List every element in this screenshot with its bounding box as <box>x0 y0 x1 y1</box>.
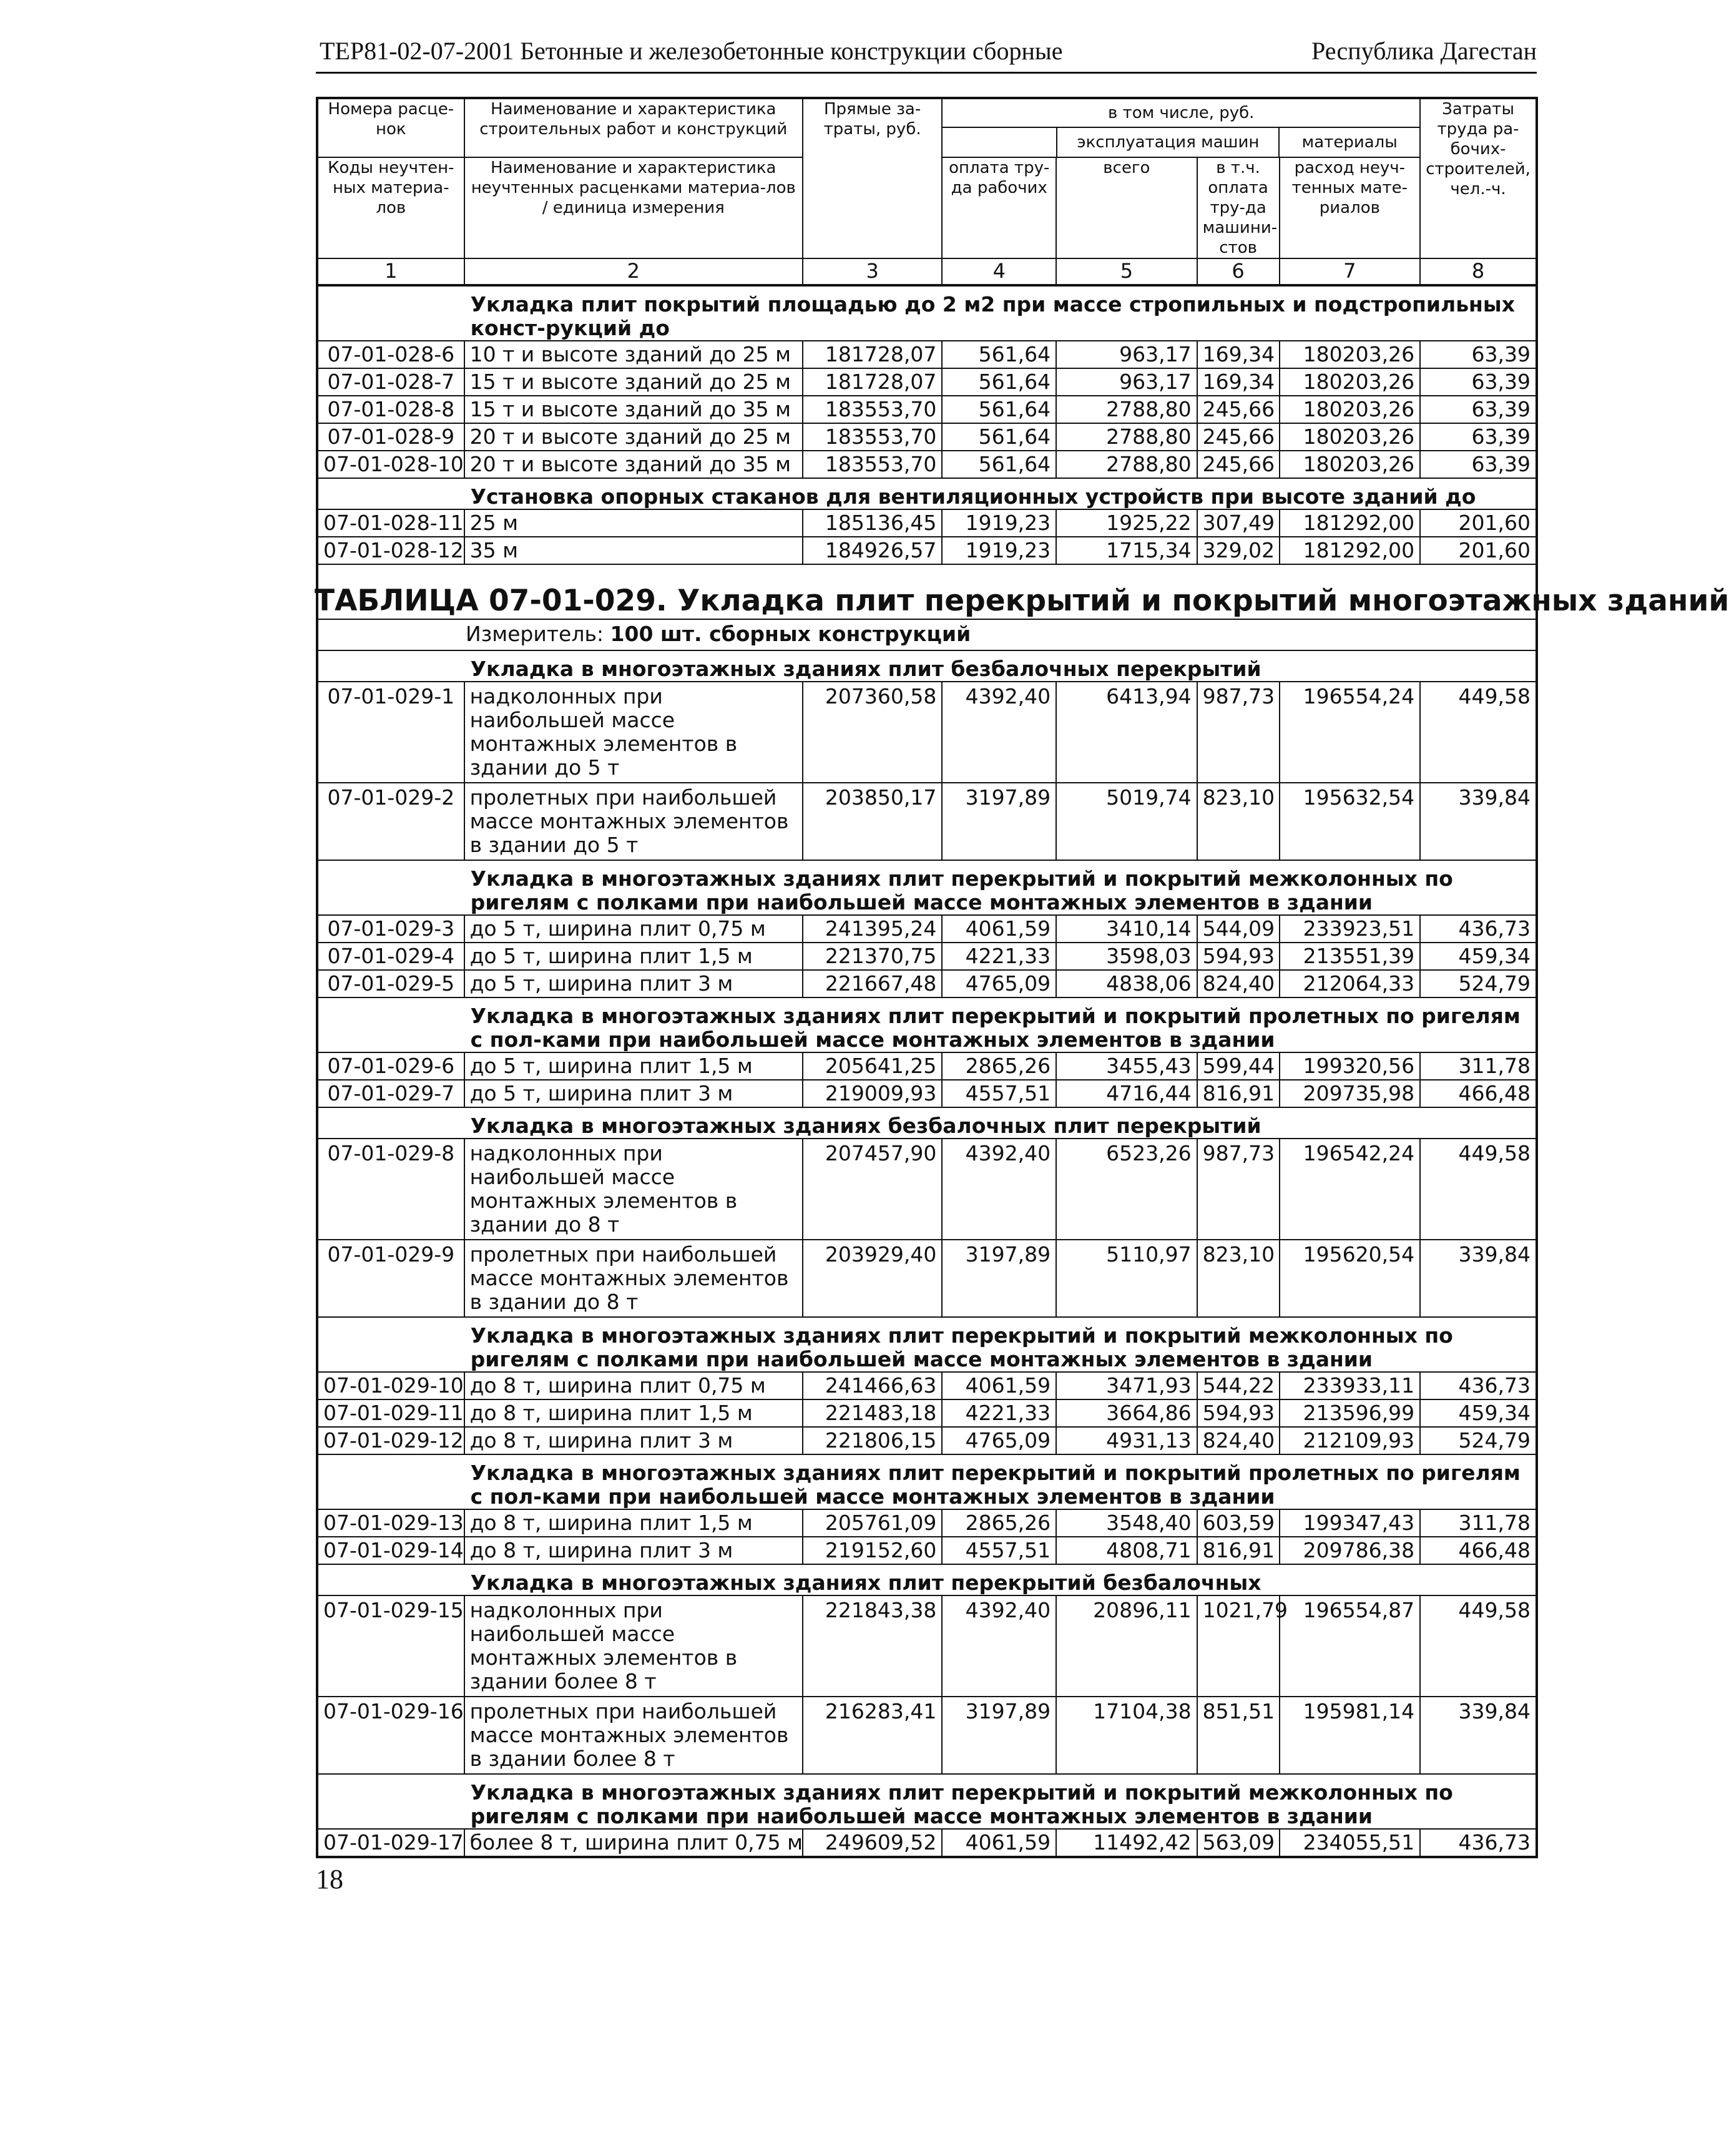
labor-pay: 2865,26 <box>942 1509 1056 1537</box>
machines-labor: 169,34 <box>1197 341 1280 368</box>
machines-labor: 599,44 <box>1197 1052 1280 1080</box>
labor-pay: 561,64 <box>942 451 1056 478</box>
machines-labor: 329,02 <box>1197 537 1280 564</box>
machines-total: 1715,34 <box>1056 537 1197 564</box>
work-description: 15 т и высоте зданий до 25 м <box>464 368 803 396</box>
machines-total: 2788,80 <box>1056 396 1197 423</box>
machines-total: 2788,80 <box>1056 423 1197 451</box>
header-labor-pay: оплата тру-да рабочих <box>942 157 1056 258</box>
table-title-cell <box>315 564 1729 619</box>
machines-total: 3664,86 <box>1056 1399 1197 1427</box>
labor-hours: 339,84 <box>1420 1240 1537 1317</box>
section-spacer <box>317 1564 464 1595</box>
direct-costs: 181728,07 <box>803 368 942 396</box>
machines-labor: 544,09 <box>1197 915 1280 943</box>
rate-code: 07-01-029-10 <box>317 1372 464 1399</box>
materials: 180203,26 <box>1280 368 1421 396</box>
labor-hours: 466,48 <box>1420 1080 1537 1107</box>
page-number: 18 <box>316 1864 343 1894</box>
direct-costs: 183553,70 <box>803 396 942 423</box>
direct-costs: 203929,40 <box>803 1240 942 1317</box>
section-spacer <box>317 1774 464 1829</box>
section-row <box>317 1317 1537 1372</box>
table-row <box>317 1829 1537 1857</box>
machines-labor: 823,10 <box>1197 1240 1280 1317</box>
section-spacer <box>317 478 464 509</box>
rate-code: 07-01-028-7 <box>317 368 464 396</box>
direct-costs: 221843,38 <box>803 1595 942 1697</box>
col-number: 4 <box>942 258 1056 285</box>
labor-hours: 449,58 <box>1420 682 1537 783</box>
labor-pay: 3197,89 <box>942 783 1056 860</box>
section-row <box>317 285 1537 341</box>
labor-hours: 459,34 <box>1420 943 1537 970</box>
header-codes-top: Номера расце-нок <box>317 98 464 157</box>
table-head <box>317 98 1537 285</box>
materials: 196554,24 <box>1280 682 1421 783</box>
section-spacer <box>317 860 464 915</box>
header-subgroup <box>943 128 1419 157</box>
materials: 209735,98 <box>1280 1080 1421 1107</box>
machines-labor: 987,73 <box>1197 682 1280 783</box>
direct-costs: 221667,48 <box>803 970 942 997</box>
header-machines-total: всего <box>1056 157 1197 258</box>
materials: 196542,24 <box>1280 1139 1421 1240</box>
machines-total: 4808,71 <box>1056 1537 1197 1564</box>
materials: 180203,26 <box>1280 451 1421 478</box>
table-row <box>317 1240 1537 1317</box>
labor-hours: 436,73 <box>1420 915 1537 943</box>
materials: 195632,54 <box>1280 783 1421 860</box>
machines-total: 3410,14 <box>1056 915 1197 943</box>
table-row <box>317 537 1537 564</box>
machines-labor: 851,51 <box>1197 1697 1280 1774</box>
materials: 213551,39 <box>1280 943 1421 970</box>
section-row <box>317 478 1537 509</box>
work-description: надколонных при наибольшей массе монтажных элементов в здании до 8 т <box>464 1139 803 1240</box>
work-description: 20 т и высоте зданий до 35 м <box>464 451 803 478</box>
work-description: до 8 т, ширина плит 1,5 м <box>464 1509 803 1537</box>
table-row <box>317 1080 1537 1107</box>
labor-hours: 63,39 <box>1420 396 1537 423</box>
materials: 213596,99 <box>1280 1399 1421 1427</box>
materials: 234055,51 <box>1280 1829 1421 1857</box>
section-title: Укладка в многоэтажных зданиях безбалочных плит перекрытий <box>464 1107 1537 1139</box>
price-table <box>315 97 1729 1858</box>
section-row <box>317 1107 1537 1139</box>
direct-costs: 181728,07 <box>803 341 942 368</box>
table-row <box>317 682 1537 783</box>
header-materials-unaccounted: расход неуч-тенных мате-риалов <box>1280 157 1421 258</box>
work-description: до 8 т, ширина плит 3 м <box>464 1427 803 1454</box>
labor-pay: 4392,40 <box>942 682 1056 783</box>
machines-labor: 594,93 <box>1197 943 1280 970</box>
labor-hours: 63,39 <box>1420 451 1537 478</box>
materials: 209786,38 <box>1280 1537 1421 1564</box>
table-row <box>317 915 1537 943</box>
table-row <box>317 451 1537 478</box>
work-description: до 8 т, ширина плит 1,5 м <box>464 1399 803 1427</box>
labor-hours: 63,39 <box>1420 423 1537 451</box>
rate-code: 07-01-028-12 <box>317 537 464 564</box>
machines-total: 1925,22 <box>1056 509 1197 537</box>
labor-hours: 63,39 <box>1420 341 1537 368</box>
rate-code: 07-01-029-6 <box>317 1052 464 1080</box>
direct-costs: 241395,24 <box>803 915 942 943</box>
labor-pay: 561,64 <box>942 396 1056 423</box>
labor-pay: 4557,51 <box>942 1080 1056 1107</box>
direct-costs: 207360,58 <box>803 682 942 783</box>
col-number: 1 <box>317 258 464 285</box>
header-codes-bottom: Коды неучтен-ных материа-лов <box>317 157 464 258</box>
section-title: Укладка в многоэтажных зданиях плит безбалочных перекрытий <box>464 650 1537 682</box>
labor-pay: 1919,23 <box>942 537 1056 564</box>
table-row <box>317 368 1537 396</box>
rate-code: 07-01-029-2 <box>317 783 464 860</box>
machines-labor: 245,66 <box>1197 451 1280 478</box>
labor-pay: 2865,26 <box>942 1052 1056 1080</box>
machines-total: 3548,40 <box>1056 1509 1197 1537</box>
machines-labor: 563,09 <box>1197 1829 1280 1857</box>
rate-code: 07-01-029-15 <box>317 1595 464 1697</box>
direct-costs: 221806,15 <box>803 1427 942 1454</box>
header-materials: материалы <box>1301 133 1398 152</box>
machines-labor: 245,66 <box>1197 423 1280 451</box>
header-spacer <box>943 128 1057 157</box>
work-description: пролетных при наибольшей массе монтажных элементов в здании до 8 т <box>464 1240 803 1317</box>
machines-labor: 816,91 <box>1197 1080 1280 1107</box>
labor-pay: 3197,89 <box>942 1697 1056 1774</box>
work-description: 20 т и высоте зданий до 25 м <box>464 423 803 451</box>
header-rule <box>316 72 1537 74</box>
section-title: Укладка в многоэтажных зданиях плит перекрытий и покрытий пролетных по ригелям с пол-ками при наибольшей массе монтажных элементов в здании <box>464 997 1537 1052</box>
rate-code: 07-01-028-6 <box>317 341 464 368</box>
rate-code: 07-01-028-10 <box>317 451 464 478</box>
table-row <box>317 1372 1537 1399</box>
materials: 233923,51 <box>1280 915 1421 943</box>
labor-hours: 339,84 <box>1420 1697 1537 1774</box>
work-description: пролетных при наибольшей массе монтажных элементов в здании до 5 т <box>464 783 803 860</box>
work-description: 35 м <box>464 537 803 564</box>
machines-total: 5019,74 <box>1056 783 1197 860</box>
materials: 195981,14 <box>1280 1697 1421 1774</box>
machines-total: 963,17 <box>1056 341 1197 368</box>
direct-costs: 205641,25 <box>803 1052 942 1080</box>
work-description: 25 м <box>464 509 803 537</box>
header-incl-group <box>942 98 1420 157</box>
labor-hours: 311,78 <box>1420 1052 1537 1080</box>
machines-labor: 245,66 <box>1197 396 1280 423</box>
labor-pay: 4392,40 <box>942 1595 1056 1697</box>
direct-costs: 221483,18 <box>803 1399 942 1427</box>
section-title: Укладка в многоэтажных зданиях плит перекрытий и покрытий пролетных по ригелям с пол-ками при наибольшей массе монтажных элементов в здании <box>464 1454 1537 1509</box>
direct-costs: 184926,57 <box>803 537 942 564</box>
section-row <box>317 650 1537 682</box>
materials: 199347,43 <box>1280 1509 1421 1537</box>
section-row <box>317 860 1537 915</box>
machines-total: 3471,93 <box>1056 1372 1197 1399</box>
section-spacer <box>317 1317 464 1372</box>
header-machines-incl: в т.ч. оплата тру-да машини-стов <box>1197 157 1280 258</box>
work-description: до 5 т, ширина плит 1,5 м <box>464 1052 803 1080</box>
labor-hours: 63,39 <box>1420 368 1537 396</box>
col-number: 6 <box>1197 258 1280 285</box>
meter-line <box>466 622 1536 646</box>
rate-code: 07-01-029-8 <box>317 1139 464 1240</box>
table-029-heading <box>315 564 1729 650</box>
work-description: надколонных при наибольшей массе монтажных элементов в здании до 5 т <box>464 682 803 783</box>
section-row <box>317 1774 1537 1829</box>
rate-code: 07-01-029-7 <box>317 1080 464 1107</box>
section-row <box>317 1454 1537 1509</box>
direct-costs: 203850,17 <box>803 783 942 860</box>
labor-hours: 449,58 <box>1420 1595 1537 1697</box>
col-number: 2 <box>464 258 803 285</box>
table-row <box>317 1139 1537 1240</box>
machines-total: 20896,11 <box>1056 1595 1197 1697</box>
table-row <box>317 943 1537 970</box>
labor-pay: 561,64 <box>942 423 1056 451</box>
direct-costs: 216283,41 <box>803 1697 942 1774</box>
work-description: 10 т и высоте зданий до 25 м <box>464 341 803 368</box>
header-name-bottom: Наименование и характеристика неучтенных расценками материа-лов / единица измерения <box>464 157 803 258</box>
rate-code: 07-01-029-12 <box>317 1427 464 1454</box>
direct-costs: 219152,60 <box>803 1537 942 1564</box>
col-number: 5 <box>1056 258 1197 285</box>
labor-pay: 4061,59 <box>942 915 1056 943</box>
section-spacer <box>317 1107 464 1139</box>
rate-code: 07-01-028-9 <box>317 423 464 451</box>
machines-labor: 544,22 <box>1197 1372 1280 1399</box>
machines-total: 2788,80 <box>1056 451 1197 478</box>
table-title: ТАБЛИЦА 07-01-029. Укладка плит перекрытий и покрытий многоэтажных зданий <box>315 584 1729 618</box>
labor-hours: 459,34 <box>1420 1399 1537 1427</box>
machines-labor: 603,59 <box>1197 1509 1280 1537</box>
rate-code: 07-01-028-8 <box>317 396 464 423</box>
machines-labor: 824,40 <box>1197 970 1280 997</box>
labor-hours: 449,58 <box>1420 1139 1537 1240</box>
labor-pay: 1919,23 <box>942 509 1056 537</box>
direct-costs: 205761,09 <box>803 1509 942 1537</box>
table-row <box>317 1697 1537 1774</box>
rate-code: 07-01-029-17 <box>317 1829 464 1857</box>
section-spacer <box>317 285 464 341</box>
materials: 180203,26 <box>1280 423 1421 451</box>
materials: 181292,00 <box>1280 537 1421 564</box>
rate-code: 07-01-029-1 <box>317 682 464 783</box>
materials: 195620,54 <box>1280 1240 1421 1317</box>
table-row <box>317 1509 1537 1537</box>
materials: 181292,00 <box>1280 509 1421 537</box>
work-description: более 8 т, ширина плит 0,75 м <box>464 1829 803 1857</box>
machines-total: 6413,94 <box>1056 682 1197 783</box>
work-description: до 5 т, ширина плит 0,75 м <box>464 915 803 943</box>
materials: 233933,11 <box>1280 1372 1421 1399</box>
section-row <box>317 997 1537 1052</box>
materials: 196554,87 <box>1280 1595 1421 1697</box>
work-description: пролетных при наибольшей массе монтажных элементов в здании более 8 т <box>464 1697 803 1774</box>
rate-code: 07-01-029-4 <box>317 943 464 970</box>
labor-hours: 466,48 <box>1420 1537 1537 1564</box>
table-body-028 <box>317 285 1537 564</box>
direct-costs: 183553,70 <box>803 451 942 478</box>
labor-pay: 4765,09 <box>942 1427 1056 1454</box>
materials: 180203,26 <box>1280 396 1421 423</box>
machines-labor: 1021,79 <box>1197 1595 1280 1697</box>
machines-total: 3598,03 <box>1056 943 1197 970</box>
table-row <box>317 1399 1537 1427</box>
labor-hours: 436,73 <box>1420 1372 1537 1399</box>
machines-labor: 987,73 <box>1197 1139 1280 1240</box>
table-row <box>317 783 1537 860</box>
table-row <box>317 1427 1537 1454</box>
section-spacer <box>317 650 464 682</box>
running-header-region: Республика Дагестан <box>1311 37 1537 65</box>
section-title: Укладка в многоэтажных зданиях плит перекрытий безбалочных <box>464 1564 1537 1595</box>
table-row <box>317 1537 1537 1564</box>
header-incl: в том числе, руб. <box>943 99 1419 128</box>
labor-hours: 339,84 <box>1420 783 1537 860</box>
work-description: до 5 т, ширина плит 3 м <box>464 970 803 997</box>
labor-pay: 4221,33 <box>942 943 1056 970</box>
meter-value: 100 шт. сборных конструкций <box>610 622 971 646</box>
work-description: до 8 т, ширина плит 0,75 м <box>464 1372 803 1399</box>
col-number: 7 <box>1280 258 1421 285</box>
meter-cell <box>317 619 1537 650</box>
table-row <box>317 509 1537 537</box>
machines-total: 6523,26 <box>1056 1139 1197 1240</box>
section-title: Укладка в многоэтажных зданиях плит перекрытий и покрытий межколонных по ригелям с полками при наибольшей массе монтажных элементов в здании <box>464 860 1537 915</box>
machines-total: 11492,42 <box>1056 1829 1197 1857</box>
header-name-top: Наименование и характеристика строительных работ и конструкций <box>464 98 803 157</box>
labor-hours: 201,60 <box>1420 509 1537 537</box>
materials: 212064,33 <box>1280 970 1421 997</box>
rate-code: 07-01-029-3 <box>317 915 464 943</box>
work-description: надколонных при наибольшей массе монтажных элементов в здании более 8 т <box>464 1595 803 1697</box>
table-row <box>317 970 1537 997</box>
rate-code: 07-01-029-11 <box>317 1399 464 1427</box>
machines-labor: 169,34 <box>1197 368 1280 396</box>
running-header-title: ТЕР81-02-07-2001 Бетонные и железобетонные конструкции сборные <box>320 37 1063 65</box>
rate-code: 07-01-028-11 <box>317 509 464 537</box>
labor-hours: 436,73 <box>1420 1829 1537 1857</box>
machines-total: 17104,38 <box>1056 1697 1197 1774</box>
table-row <box>317 1052 1537 1080</box>
work-description: до 5 т, ширина плит 1,5 м <box>464 943 803 970</box>
machines-total: 4838,06 <box>1056 970 1197 997</box>
direct-costs: 183553,70 <box>803 423 942 451</box>
machines-total: 4716,44 <box>1056 1080 1197 1107</box>
col-number: 3 <box>803 258 942 285</box>
labor-hours: 311,78 <box>1420 1509 1537 1537</box>
machines-total: 3455,43 <box>1056 1052 1197 1080</box>
labor-pay: 4061,59 <box>942 1372 1056 1399</box>
rate-code: 07-01-029-13 <box>317 1509 464 1537</box>
header-direct-costs: Прямые за-траты, руб. <box>803 98 942 258</box>
section-spacer <box>317 997 464 1052</box>
direct-costs: 185136,45 <box>803 509 942 537</box>
rate-code: 07-01-029-16 <box>317 1697 464 1774</box>
rate-code: 07-01-029-5 <box>317 970 464 997</box>
direct-costs: 221370,75 <box>803 943 942 970</box>
meter-label: Измеритель: <box>466 622 604 646</box>
labor-pay: 4557,51 <box>942 1537 1056 1564</box>
machines-total: 963,17 <box>1056 368 1197 396</box>
col-number: 8 <box>1420 258 1537 285</box>
labor-pay: 561,64 <box>942 368 1056 396</box>
direct-costs: 241466,63 <box>803 1372 942 1399</box>
labor-hours: 524,79 <box>1420 970 1537 997</box>
machines-total: 5110,97 <box>1056 1240 1197 1317</box>
machines-labor: 594,93 <box>1197 1399 1280 1427</box>
machines-labor: 824,40 <box>1197 1427 1280 1454</box>
materials: 199320,56 <box>1280 1052 1421 1080</box>
labor-hours: 524,79 <box>1420 1427 1537 1454</box>
direct-costs: 207457,90 <box>803 1139 942 1240</box>
table-row <box>317 341 1537 368</box>
direct-costs: 219009,93 <box>803 1080 942 1107</box>
labor-pay: 561,64 <box>942 341 1056 368</box>
table-body-029 <box>317 650 1537 1857</box>
table-row <box>317 1595 1537 1697</box>
section-spacer <box>317 1454 464 1509</box>
work-description: 15 т и высоте зданий до 35 м <box>464 396 803 423</box>
section-title: Укладка в многоэтажных зданиях плит перекрытий и покрытий межколонных по ригелям с полками при наибольшей массе монтажных элементов в здании <box>464 1317 1537 1372</box>
section-row <box>317 1564 1537 1595</box>
work-description: до 5 т, ширина плит 3 м <box>464 1080 803 1107</box>
labor-hours: 201,60 <box>1420 537 1537 564</box>
materials: 180203,26 <box>1280 341 1421 368</box>
labor-pay: 4392,40 <box>942 1139 1056 1240</box>
work-description: до 8 т, ширина плит 3 м <box>464 1537 803 1564</box>
section-title: Укладка в многоэтажных зданиях плит перекрытий и покрытий межколонных по ригелям с полками при наибольшей массе монтажных элементов в здании <box>464 1774 1537 1829</box>
rate-code: 07-01-029-9 <box>317 1240 464 1317</box>
header-labor-cost: Затраты труда ра-бочих-строителей, чел.-ч. <box>1420 98 1537 258</box>
header-machines: эксплуатация машин <box>1057 128 1280 157</box>
table-row <box>317 423 1537 451</box>
machines-labor: 823,10 <box>1197 783 1280 860</box>
machines-total: 4931,13 <box>1056 1427 1197 1454</box>
machines-labor: 816,91 <box>1197 1537 1280 1564</box>
table-row <box>317 396 1537 423</box>
materials: 212109,93 <box>1280 1427 1421 1454</box>
rate-code: 07-01-029-14 <box>317 1537 464 1564</box>
labor-pay: 4061,59 <box>942 1829 1056 1857</box>
section-title: Установка опорных стаканов для вентиляционных устройств при высоте зданий до <box>464 478 1537 509</box>
section-title: Укладка плит покрытий площадью до 2 м2 при массе стропильных и подстропильных конст-рукций до <box>464 285 1537 341</box>
direct-costs: 249609,52 <box>803 1829 942 1857</box>
labor-pay: 4765,09 <box>942 970 1056 997</box>
labor-pay: 3197,89 <box>942 1240 1056 1317</box>
labor-pay: 4221,33 <box>942 1399 1056 1427</box>
machines-labor: 307,49 <box>1197 509 1280 537</box>
